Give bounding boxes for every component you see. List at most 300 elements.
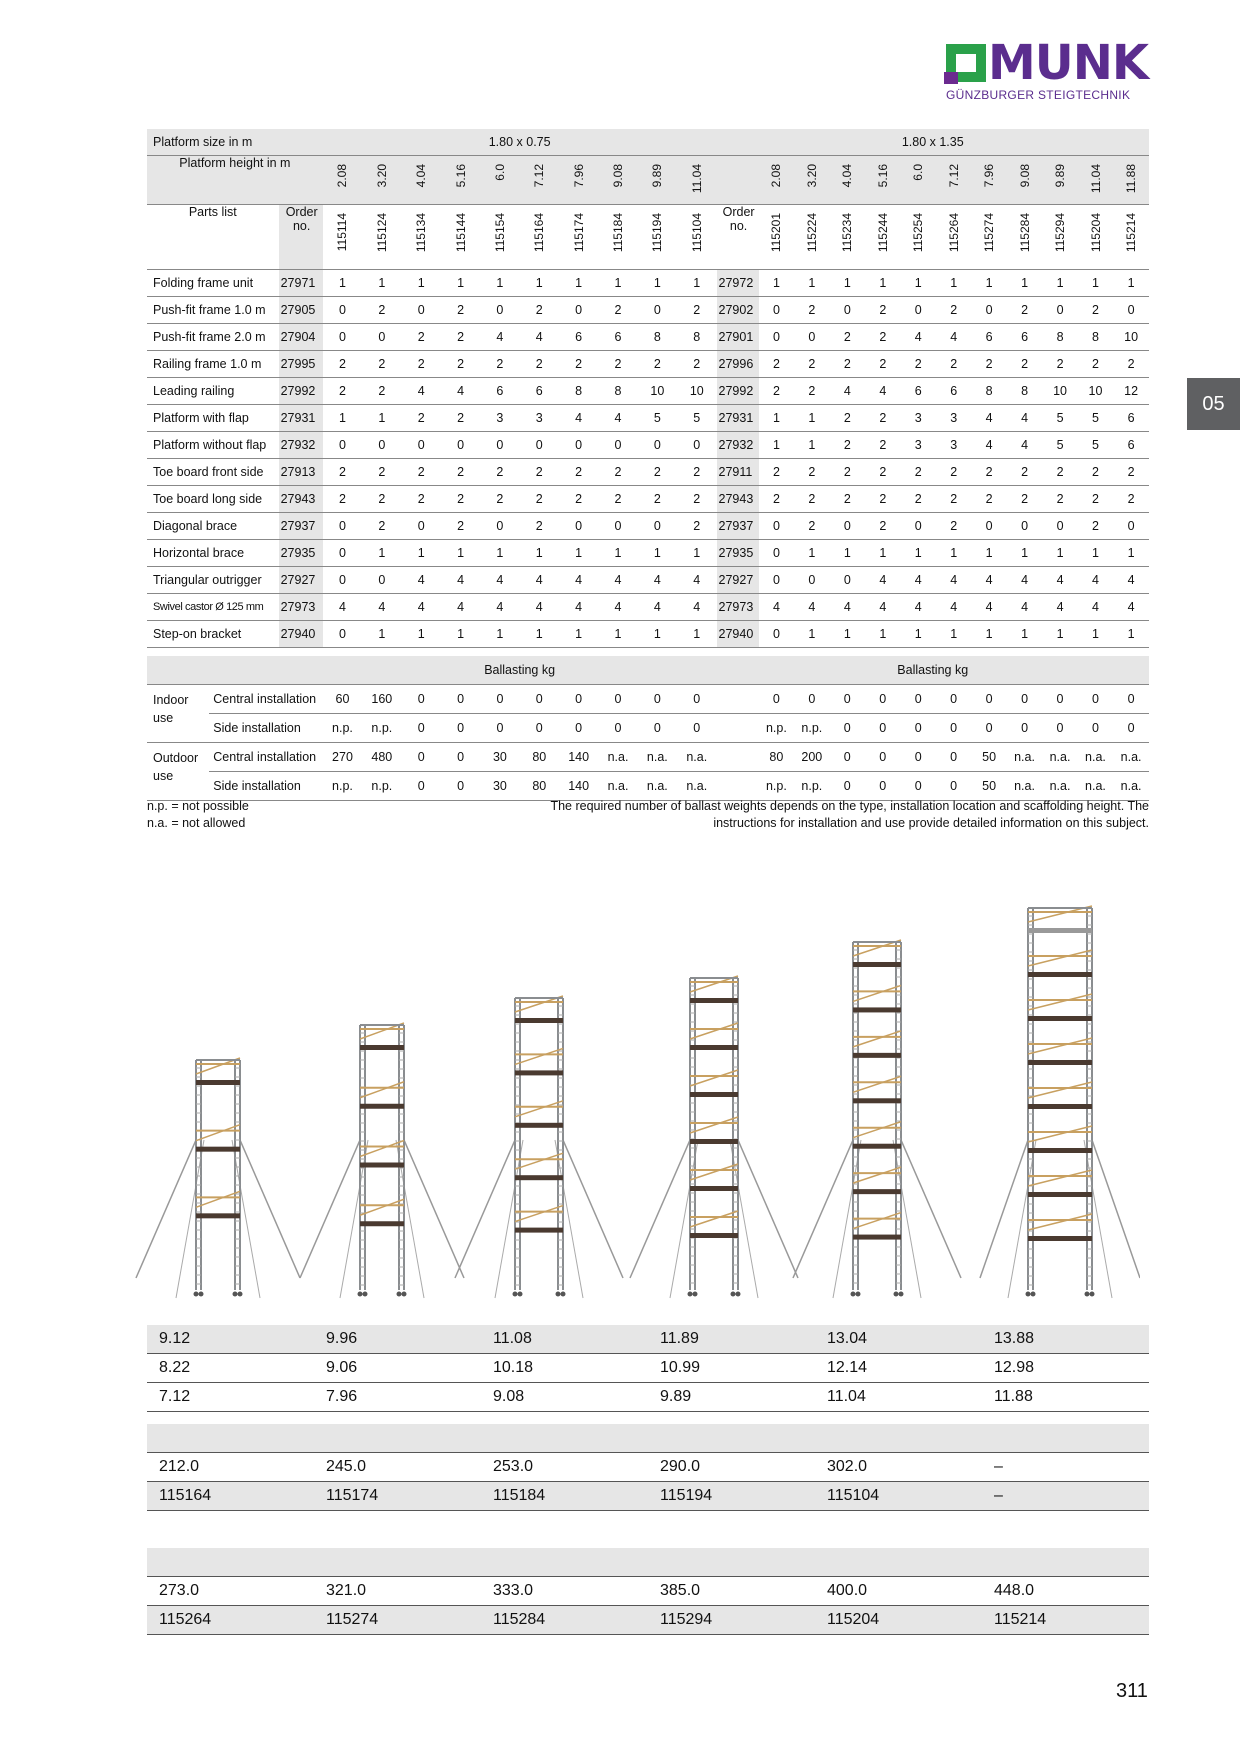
- working-height-row-cell: 11.08: [481, 1325, 648, 1354]
- part-order-b: 27931: [717, 405, 759, 432]
- qty-b: 1: [759, 270, 794, 297]
- qty-a: 2: [362, 351, 401, 378]
- part-row: [147, 270, 1149, 297]
- qty-a: 0: [638, 297, 677, 324]
- qty-a: 0: [480, 297, 519, 324]
- part-order-a: 27905: [279, 297, 323, 324]
- ballast-a: 0: [520, 685, 559, 714]
- ballast-b: 0: [794, 685, 829, 714]
- blank-header-row: [147, 1548, 1149, 1577]
- order-b-text: 115294: [1053, 213, 1068, 253]
- qty-b: 10: [1078, 378, 1113, 405]
- weight-row-a-cell: 245.0: [314, 1453, 481, 1482]
- height-b: [794, 156, 829, 205]
- ballast-b: n.a.: [1042, 743, 1077, 772]
- order-number-row: [147, 205, 1149, 270]
- qty-a: 1: [598, 270, 637, 297]
- part-order-a: 27971: [279, 270, 323, 297]
- qty-b: 2: [1042, 459, 1077, 486]
- qty-a: 1: [362, 621, 401, 648]
- order-a: [677, 205, 717, 270]
- order-a-text: 115154: [492, 213, 507, 253]
- qty-b: 1: [971, 270, 1006, 297]
- qty-b: 1: [971, 540, 1006, 567]
- ballast-b: 0: [971, 714, 1006, 743]
- qty-b: 1: [1113, 270, 1149, 297]
- order-a: [441, 205, 480, 270]
- qty-b: 6: [971, 324, 1006, 351]
- order-row-a-cell: 115164: [147, 1482, 314, 1511]
- part-row: [147, 459, 1149, 486]
- qty-b: 6: [936, 378, 971, 405]
- qty-b: 0: [1113, 513, 1149, 540]
- qty-a: 1: [480, 270, 519, 297]
- qty-a: 4: [402, 567, 441, 594]
- qty-a: 4: [520, 567, 559, 594]
- order-b: [971, 205, 1006, 270]
- qty-b: 0: [759, 621, 794, 648]
- qty-b: 4: [936, 594, 971, 621]
- part-order-a: 27913: [279, 459, 323, 486]
- order-b: [759, 205, 794, 270]
- ballast-a: 80: [520, 772, 559, 801]
- qty-a: 2: [638, 351, 677, 378]
- qty-b: 2: [1078, 486, 1113, 513]
- qty-a: 4: [559, 594, 598, 621]
- working-height-row-cell: 13.88: [982, 1325, 1149, 1354]
- qty-a: 2: [677, 351, 717, 378]
- part-row: [147, 486, 1149, 513]
- qty-b: 5: [1078, 405, 1113, 432]
- ballast-b: 0: [936, 743, 971, 772]
- order-row-a-cell: –: [982, 1482, 1149, 1511]
- qty-a: 0: [362, 324, 401, 351]
- qty-a: 1: [402, 270, 441, 297]
- qty-a: 1: [323, 405, 362, 432]
- ballast-b: 0: [1078, 685, 1113, 714]
- order-b-text: 115264: [946, 213, 961, 253]
- platform-height-row-cell: 7.96: [314, 1383, 481, 1412]
- qty-b: 1: [901, 621, 936, 648]
- weight-row-a-cell: 253.0: [481, 1453, 648, 1482]
- height-a: [362, 156, 401, 205]
- ballast-b: n.a.: [1078, 743, 1113, 772]
- brand-logo: [946, 35, 1151, 102]
- order-b-text: 115254: [911, 213, 926, 253]
- ballast-row: [147, 714, 1149, 743]
- height-b: [1078, 156, 1113, 205]
- qty-b: 10: [1113, 324, 1149, 351]
- qty-a: 4: [323, 594, 362, 621]
- qty-b: 1: [936, 540, 971, 567]
- ballast-b: 0: [830, 714, 865, 743]
- qty-b: 4: [865, 378, 900, 405]
- qty-a: 1: [362, 405, 401, 432]
- ballast-b: n.a.: [1113, 772, 1149, 801]
- qty-b: 2: [830, 459, 865, 486]
- platform-height-row: [147, 156, 1149, 205]
- working-height-row-cell: 13.04: [815, 1325, 982, 1354]
- qty-b: 2: [794, 297, 829, 324]
- ballast-b: 0: [900, 685, 935, 714]
- qty-b: 2: [1042, 486, 1077, 513]
- height-a: [559, 156, 598, 205]
- part-row: [147, 324, 1149, 351]
- qty-a: 2: [362, 378, 401, 405]
- qty-a: 2: [323, 378, 362, 405]
- qty-b: 2: [936, 513, 971, 540]
- qty-a: 6: [598, 324, 637, 351]
- scaffold-height-row-cell: 10.18: [481, 1354, 648, 1383]
- weight-row-b: [147, 1577, 1149, 1606]
- qty-a: 2: [677, 297, 717, 324]
- working-height-row-cell: 9.12: [147, 1325, 314, 1354]
- qty-a: 4: [677, 594, 717, 621]
- qty-a: 2: [362, 486, 401, 513]
- brand-name: MUNK: [988, 35, 1149, 91]
- qty-a: 3: [480, 405, 519, 432]
- qty-b: 2: [830, 432, 865, 459]
- order-row-b-cell: 115294: [648, 1606, 815, 1635]
- order-row-b-cell: 115214: [982, 1606, 1149, 1635]
- parts-list-label: Parts list: [147, 205, 279, 270]
- ballast-a: n.p.: [323, 714, 362, 743]
- qty-a: 2: [441, 405, 480, 432]
- qty-a: 2: [441, 513, 480, 540]
- qty-b: 2: [1078, 513, 1113, 540]
- ballast-table: [147, 656, 1149, 801]
- part-row: [147, 432, 1149, 459]
- qty-a: 4: [480, 324, 519, 351]
- qty-a: 2: [480, 486, 519, 513]
- qty-b: 6: [1113, 432, 1149, 459]
- height-a: [677, 156, 717, 205]
- ballast-b: n.p.: [759, 714, 794, 743]
- ballast-b: 0: [971, 685, 1006, 714]
- qty-b: 6: [1007, 324, 1042, 351]
- qty-a: 2: [520, 513, 559, 540]
- qty-a: 0: [480, 432, 519, 459]
- order-b: [1078, 205, 1113, 270]
- qty-a: 2: [441, 486, 480, 513]
- qty-a: 6: [480, 378, 519, 405]
- height-b: [971, 156, 1006, 205]
- qty-b: 0: [830, 513, 865, 540]
- qty-a: 2: [323, 351, 362, 378]
- part-row: [147, 621, 1149, 648]
- qty-a: 0: [559, 513, 598, 540]
- ballast-a: 480: [362, 743, 401, 772]
- qty-b: 0: [759, 324, 794, 351]
- qty-a: 2: [598, 486, 637, 513]
- ballast-a: 0: [598, 685, 637, 714]
- ballast-row: [147, 772, 1149, 801]
- order-b: [901, 205, 936, 270]
- qty-a: 2: [520, 297, 559, 324]
- ballast-a: 0: [441, 743, 480, 772]
- part-row: [147, 513, 1149, 540]
- qty-a: 2: [559, 459, 598, 486]
- weight-row-b-cell: 321.0: [314, 1577, 481, 1606]
- part-name: Push-fit frame 1.0 m: [147, 297, 279, 324]
- part-name: Swivel castor Ø 125 mm: [147, 594, 279, 621]
- qty-a: 4: [480, 594, 519, 621]
- order-b-text: 115204: [1088, 213, 1103, 253]
- ballast-b: 0: [1042, 714, 1077, 743]
- qty-b: 8: [971, 378, 1006, 405]
- qty-b: 3: [936, 432, 971, 459]
- qty-b: 1: [759, 405, 794, 432]
- qty-b: 8: [1007, 378, 1042, 405]
- qty-a: 4: [598, 594, 637, 621]
- qty-a: 2: [598, 297, 637, 324]
- ballast-b: n.p.: [794, 714, 829, 743]
- height-b: [1113, 156, 1149, 205]
- qty-b: 2: [1113, 351, 1149, 378]
- ballast-a: 0: [402, 714, 441, 743]
- order-b-text: 115284: [1017, 213, 1032, 253]
- height-b: [830, 156, 865, 205]
- qty-a: 1: [480, 540, 519, 567]
- qty-b: 4: [1078, 594, 1113, 621]
- weight-row-a-cell: 212.0: [147, 1453, 314, 1482]
- qty-b: 4: [971, 567, 1006, 594]
- qty-b: 4: [1078, 567, 1113, 594]
- qty-b: 1: [830, 270, 865, 297]
- height-b: [1042, 156, 1077, 205]
- qty-a: 3: [520, 405, 559, 432]
- ballast-a: n.a.: [638, 743, 677, 772]
- qty-a: 2: [598, 459, 637, 486]
- qty-b: 1: [830, 540, 865, 567]
- size-b: 1.80 x 1.35: [717, 129, 1149, 156]
- qty-b: 2: [759, 351, 794, 378]
- qty-b: 8: [1042, 324, 1077, 351]
- ballast-a: n.p.: [362, 714, 401, 743]
- ballast-a: 270: [323, 743, 362, 772]
- qty-a: 1: [559, 270, 598, 297]
- ballast-b: 0: [936, 772, 971, 801]
- qty-a: 2: [441, 459, 480, 486]
- order-a: [638, 205, 677, 270]
- scaffold-height-row-cell: 8.22: [147, 1354, 314, 1383]
- ballast-a: 0: [480, 714, 519, 743]
- height-a-text: 3.20: [374, 164, 389, 188]
- qty-a: 2: [402, 405, 441, 432]
- ballast-b: 0: [900, 714, 935, 743]
- order-a-text: 115114: [335, 213, 350, 252]
- ballast-a: 0: [638, 714, 677, 743]
- order-a-text: 115194: [650, 213, 665, 253]
- order-a-text: 115124: [374, 213, 389, 253]
- blank-cell: [147, 1424, 1149, 1453]
- ballast-a: 30: [480, 743, 519, 772]
- qty-a: 4: [441, 567, 480, 594]
- scaffold-height-row-cell: 10.99: [648, 1354, 815, 1383]
- ballast-b: 0: [865, 743, 900, 772]
- height-table: [147, 1325, 1149, 1412]
- qty-a: 1: [677, 270, 717, 297]
- qty-b: 2: [830, 351, 865, 378]
- height-a: [480, 156, 519, 205]
- qty-a: 8: [598, 378, 637, 405]
- qty-a: 1: [402, 621, 441, 648]
- working-height-row-cell: 11.89: [648, 1325, 815, 1354]
- ballast-a: 0: [441, 685, 480, 714]
- height-a-text: 7.96: [571, 164, 586, 188]
- qty-b: 2: [1113, 486, 1149, 513]
- use-label: Indoor use: [147, 685, 209, 743]
- qty-a: 0: [323, 324, 362, 351]
- qty-a: 2: [480, 351, 519, 378]
- part-order-a: 27937: [279, 513, 323, 540]
- part-name: Folding frame unit: [147, 270, 279, 297]
- qty-a: 4: [677, 567, 717, 594]
- qty-a: 4: [598, 405, 637, 432]
- ballast-a: n.p.: [362, 772, 401, 801]
- weight-row-a-cell: 290.0: [648, 1453, 815, 1482]
- qty-a: 1: [559, 621, 598, 648]
- qty-a: 2: [677, 486, 717, 513]
- part-order-a: 27973: [279, 594, 323, 621]
- weight-row-a: [147, 1453, 1149, 1482]
- installation-label: Side installation: [209, 772, 323, 801]
- scaffold-tower-icon: [793, 940, 961, 1298]
- ballast-b: 0: [900, 743, 935, 772]
- qty-a: 4: [441, 594, 480, 621]
- order-b-text: 115224: [804, 213, 819, 253]
- use-label: Outdoor use: [147, 743, 209, 801]
- part-row: [147, 567, 1149, 594]
- ballast-a: 0: [520, 714, 559, 743]
- height-b-text: 4.04: [840, 164, 855, 188]
- part-name: Platform with flap: [147, 405, 279, 432]
- ballast-a: 140: [559, 772, 598, 801]
- ballast-a: n.a.: [598, 743, 637, 772]
- qty-b: 2: [759, 378, 794, 405]
- part-order-b: 27996: [717, 351, 759, 378]
- order-b: [794, 205, 829, 270]
- ballast-a: 0: [559, 714, 598, 743]
- order-row-b-cell: 115204: [815, 1606, 982, 1635]
- ballast-blank: [147, 656, 323, 685]
- ballast-b: 80: [759, 743, 794, 772]
- qty-b: 0: [971, 513, 1006, 540]
- part-name: Horizontal brace: [147, 540, 279, 567]
- qty-b: 4: [759, 594, 794, 621]
- ballast-b: 50: [971, 772, 1006, 801]
- qty-a: 1: [362, 540, 401, 567]
- ballast-a: 0: [402, 685, 441, 714]
- weight-row-b-cell: 385.0: [648, 1577, 815, 1606]
- qty-b: 4: [901, 594, 936, 621]
- qty-b: 2: [901, 459, 936, 486]
- ballast-b: 0: [900, 772, 935, 801]
- qty-a: 2: [520, 351, 559, 378]
- qty-b: 0: [901, 297, 936, 324]
- qty-b: 2: [971, 486, 1006, 513]
- qty-b: 2: [936, 297, 971, 324]
- height-b-text: 9.89: [1053, 164, 1068, 188]
- ballast-a: n.a.: [638, 772, 677, 801]
- qty-a: 2: [441, 297, 480, 324]
- ballast-b: 0: [936, 685, 971, 714]
- ballast-a: 160: [362, 685, 401, 714]
- qty-a: 0: [323, 621, 362, 648]
- weights-table-b: [147, 1548, 1149, 1635]
- qty-a: 0: [598, 432, 637, 459]
- order-a-text: 115134: [414, 213, 429, 253]
- platform-height-row-cell: 9.89: [648, 1383, 815, 1412]
- qty-b: 2: [865, 351, 900, 378]
- platform-height-label: Platform height in m: [147, 156, 323, 205]
- part-name: Triangular outrigger: [147, 567, 279, 594]
- qty-b: 1: [794, 405, 829, 432]
- ballast-spacer: [716, 772, 758, 801]
- height-b-text: 9.08: [1017, 164, 1032, 188]
- height-spacer: [717, 156, 759, 205]
- qty-b: 2: [1042, 351, 1077, 378]
- order-a: [598, 205, 637, 270]
- weight-row-b-cell: 400.0: [815, 1577, 982, 1606]
- qty-b: 4: [865, 594, 900, 621]
- note-np: n.p. = not possible: [147, 799, 249, 813]
- qty-a: 1: [520, 540, 559, 567]
- order-row-b-cell: 115274: [314, 1606, 481, 1635]
- qty-a: 0: [323, 513, 362, 540]
- height-a-text: 7.12: [532, 164, 547, 188]
- part-order-a: 27992: [279, 378, 323, 405]
- blank-header-row: [147, 1424, 1149, 1453]
- ballast-b: 0: [936, 714, 971, 743]
- qty-b: 2: [936, 459, 971, 486]
- qty-b: 1: [1007, 621, 1042, 648]
- qty-a: 2: [323, 459, 362, 486]
- ballast-b: n.a.: [1042, 772, 1077, 801]
- qty-a: 4: [402, 594, 441, 621]
- ballast-b: n.a.: [1007, 743, 1042, 772]
- part-order-a: 27940: [279, 621, 323, 648]
- part-name: Leading railing: [147, 378, 279, 405]
- ballast-b: n.a.: [1007, 772, 1042, 801]
- qty-a: 2: [323, 486, 362, 513]
- height-a: [402, 156, 441, 205]
- qty-b: 4: [1007, 432, 1042, 459]
- ballast-b: n.p.: [794, 772, 829, 801]
- height-a-text: 9.08: [610, 164, 625, 188]
- qty-b: 2: [1078, 351, 1113, 378]
- qty-b: 1: [1007, 540, 1042, 567]
- qty-b: 4: [1007, 594, 1042, 621]
- height-a-text: 6.0: [492, 164, 507, 181]
- part-name: Toe board long side: [147, 486, 279, 513]
- qty-a: 2: [677, 513, 717, 540]
- qty-a: 6: [520, 378, 559, 405]
- qty-a: 0: [362, 432, 401, 459]
- ballast-a: 80: [520, 743, 559, 772]
- qty-a: 4: [402, 378, 441, 405]
- height-b-text: 5.16: [875, 164, 890, 188]
- ballast-a: n.a.: [677, 743, 716, 772]
- qty-b: 0: [1042, 513, 1077, 540]
- ballast-b: 0: [1007, 685, 1042, 714]
- order-b: [865, 205, 900, 270]
- weights-table-a: [147, 1424, 1149, 1511]
- qty-b: 2: [794, 486, 829, 513]
- part-order-a: 27935: [279, 540, 323, 567]
- qty-b: 0: [759, 297, 794, 324]
- qty-a: 4: [559, 405, 598, 432]
